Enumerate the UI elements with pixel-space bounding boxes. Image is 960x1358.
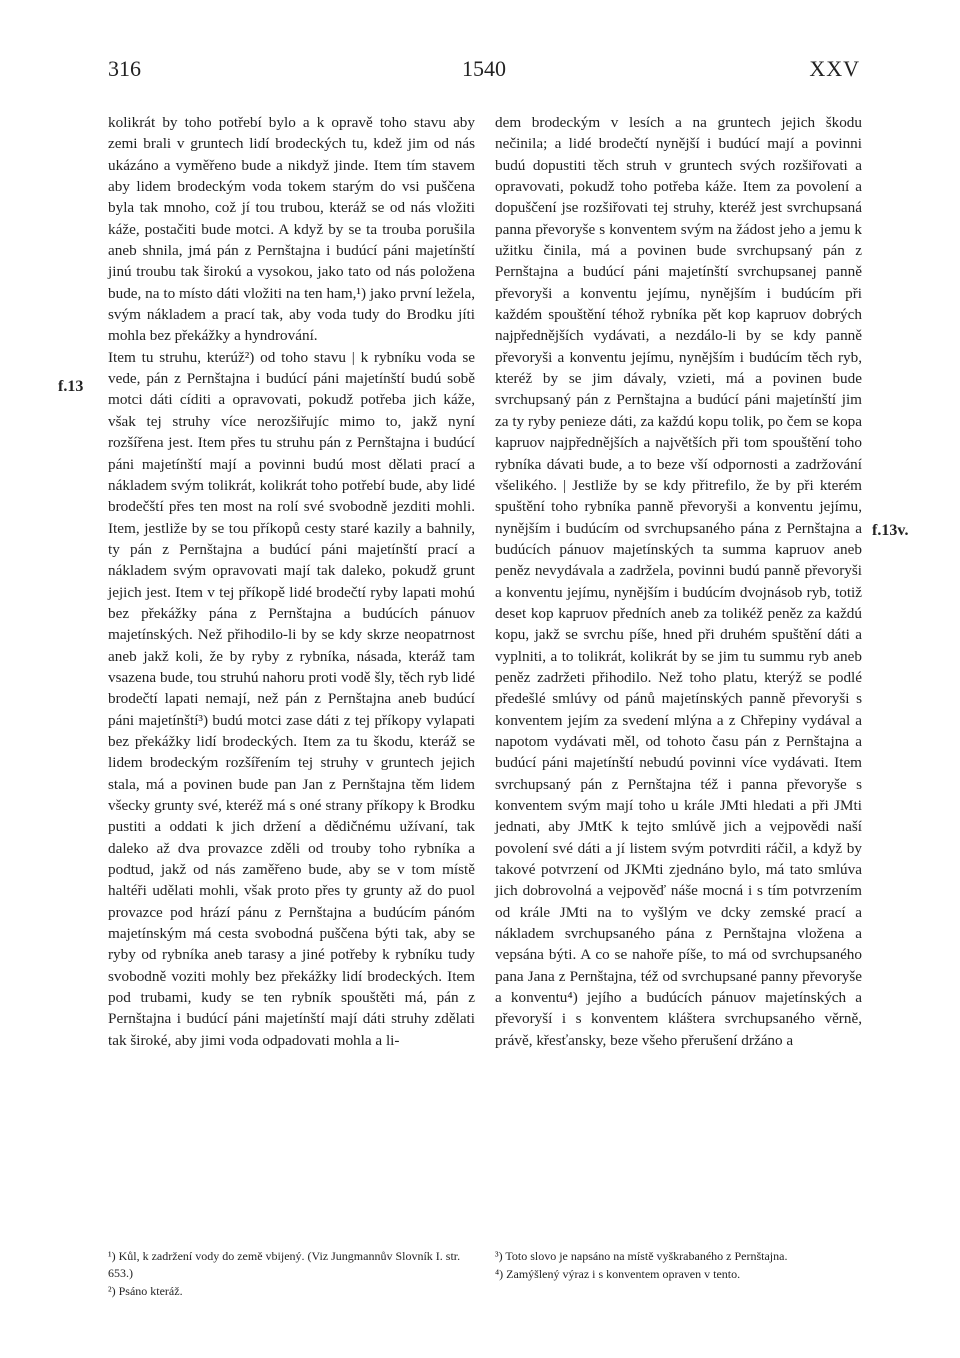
paragraph: Item tu struhu, kterúž²) od toho stavu | k rybníku voda se vede, pán z Pernštajna i budúcí páni majetínští budú sobě motci dáti cíditi a opravovati, pokudž potřeba jich káže, však tej struhy více nerozšiřujíc mimo to, jakž nyní rozšířena jest. Item přes tu struhu pán z Pernštajna i budúcí páni majetínští mají a povinni budú most dělati prací a nákladem svým tolikrát, kolikrát toho potřebí bude, aby lidé brodečští přes ten most na rolí své svobodně jezditi mohli. Item, jestliže by se tou příkopů cesty staré kazily a bahnily, ty pán z Pernštajna a budúcí páni majetínští prací a nákladem svým opravovati mají tak daleko, pokudž grunt jejich jest. Item v tej příkopě lidé brodečtí ryby lapati mohú bez překážky pána z Pernštajna a budúcích pánuov majetínských. Než přihodilo-li by se kdy skrze neopatrnost aneb jakž koli, že by ryby z rybníka, násada, kteráž tam vsazena bude, tou struhú nahoru proti vodě šly, těch ryb lidé brodečtí lapati nemají, než pán z Pernštajna aneb budúcí páni majetínští³) budú motci zase dáti z tej příkopy vylapati bez překážky lidí brodeckých. Item za tu škodu, kteráž se lidem brodeckým rozšířením tej struhy v gruntech jejich stala, má a povinen bude pan Jan z Pernštajna těm lidem všecky grunty své, kteréž má s oné strany příkopy k Brodku pustiti a oddati k jich držení a dědičnému užívaní, tak daleko až dva provazce zděli od trouby toho rybníka a podtud, jakž od nás zaměřeno bude, aby se v tom místě haltéři udělati mohli, však proto přes ty grunty až do puol provazce pod hrází pánu z Pernštajna a budúcím pánóm majetínským má cesta svobodná puščena býti tak, aby se ryby od rybníka aneb tarasy a jiné potřeby k rybníku tudy svobodně voziti mohly bez překážky lidí brodeckých. Item pod trubami, kudy se ten rybník spouštěti má, pán z Pernštajna i budúcí páni majetínští mají dáti struhy zdělati tak široké, aby jimi voda odpadovati mohla a li- <box>108 348 475 1049</box>
folio-margin-note-left: f.13 <box>58 378 84 395</box>
footnote: ¹) Kůl, k zadržení vody do země vbijený. (Viz Jungmannův Slovník I. str. 653.) <box>108 1249 461 1280</box>
text-column-left <box>108 112 475 1051</box>
folio-margin-note-right: f.13v. <box>872 522 909 539</box>
page-year: 1540 <box>462 56 506 81</box>
volume-number: XXV <box>809 56 860 81</box>
footnotes-left <box>108 1248 480 1301</box>
footnote: ²) Psáno kteráž. <box>108 1284 183 1298</box>
text-column-right <box>495 112 862 1051</box>
footnote: ⁴) Zamýšlený výraz i s konventem opraven v tento. <box>495 1267 741 1281</box>
page-number: 316 <box>108 56 141 81</box>
footnotes-right <box>495 1248 867 1284</box>
paragraph: kolikrát by toho potřebí bylo a k opravě toho stavu aby zemi brali v gruntech lidí brodeckých tu, kdež jim od nás ukázáno a vyměřeno bude a nikdyž jinde. Item tím stavem aby lidem brodeckým voda tokem starým do vsi puščena byla tak mnoho, což jí tou trubou, kteráž se od nás vložiti káže, postačiti bude motci. A když by se ta trouba porušila aneb shnila, jmá pán z Pernštajna i budúcí páni majetínští jinú troubu tak širokú a vysokou, jako tato od nás položena bude, na to místo dáti vložiti na ten ham,¹) jako první ležela, svým nákladem a prací tak, aby voda tudy do Brodku jíti mohla bez překážky a hyndrování. <box>108 114 475 345</box>
page-header <box>108 56 860 86</box>
paragraph: dem brodeckým v lesích a na gruntech jejich škodu nečinila; a lidé brodečtí nynější i budúcí mají a povinni budú dopustiti těch struh v gruntech svých rozšiřovati a opravovati, pokudž toho potřeba káže. Item za povolení a dopuščení jse rozšiřovati tej struhy, kteréž jest svrchupsaná panna převoryše s konventem svým na žádost jeho a jemu k užitku činila, má a povinen bude svrchupsaný pán z Pernštajna a budúcí páni majetínští svrchupsanej panně převoryši a konventu jejímu, nynějším i budúcím při každém spouštění téhož rybníka pět kop kapruov dobrých najpřednějších vydávati, a nezdálo-li by se kdy panně převoryši a konventu jejímu, nynějším i budúcím těch ryb, kteréž by se jim dávaly, vzieti, má a povinen bude svrchupsaný pán z Pernštajna a budúcí páni majetínští jim za ty ryby penieze dáti, za každú kopu tolik, po čem se kopa kapruov najpřednějších a najvětších při tom spouštění toho rybníka dávati bude, a to beze vší odpornosti a zadržování všelikého. | Jestliže by se kdy přitrefilo, že by při kterém spuštění toho rybníka panně převoryši a konventu jejímu, nynějším i budúcím od svrchupsaného pána z Pernštajna a budúcích pánuov majetínských ta summa kapruov aneb peněz nevydávala a zadržela, povinni budú panně převoryši a konventu jejímu, nynějším i budúcím dvojnásob ryb, totiž deset kop kapruov předních aneb za tolikéž peněz za každú kopu, jakž se svrchu píše, hned při druhém spuštění dáti a vyplniti, a to tolikrát, kolikrát by se jim tu summu ryb aneb peněz zadržeti přihodilo. Než toho platu, kterýž se podlé předešlé smlúvy od pánů majetínských panně převoryši s konventem jejím za svedení mlýna a z Chřepiny vydával a napotom vydávati měl, od tohoto času pán z Pernštajna a budúcí páni majetínští nebudú povinni více vydávati. Item svrchupsaný pán z Pernštajna též i panna převoryše s konventem svým mají toho u krále JMti hledati a při JMti jednati, aby JMtK k tejto smlúvě jich a vejpovědi naší povolení své dáti a jí listem svým potvrditi ráčil, a když by takové potvrzení od JKMti zjednáno bylo, má tato smlúva jich dobrovolná a vejpověď náše mocná i s tím potvrzením od krále JMti na to vyšlým ve dcky zemské prací a nákladem svrchupsaného pána z Pernštajna vložena a vepsána býti. A co se nahoře píše, to má od svrchupsaného pana Jana z Pernštajna, též od svrchupsané panny převoryše a konventu⁴) jejího a budúcích pánuov majetínských a převoryší i s konventem kláštera svrchupsaného věrně, právě, křesťansky, beze všeho přerušení držáno a <box>495 114 862 1049</box>
footnote: ³) Toto slovo je napsáno na místě vyškrabaného z Pernštajna. <box>495 1249 788 1263</box>
